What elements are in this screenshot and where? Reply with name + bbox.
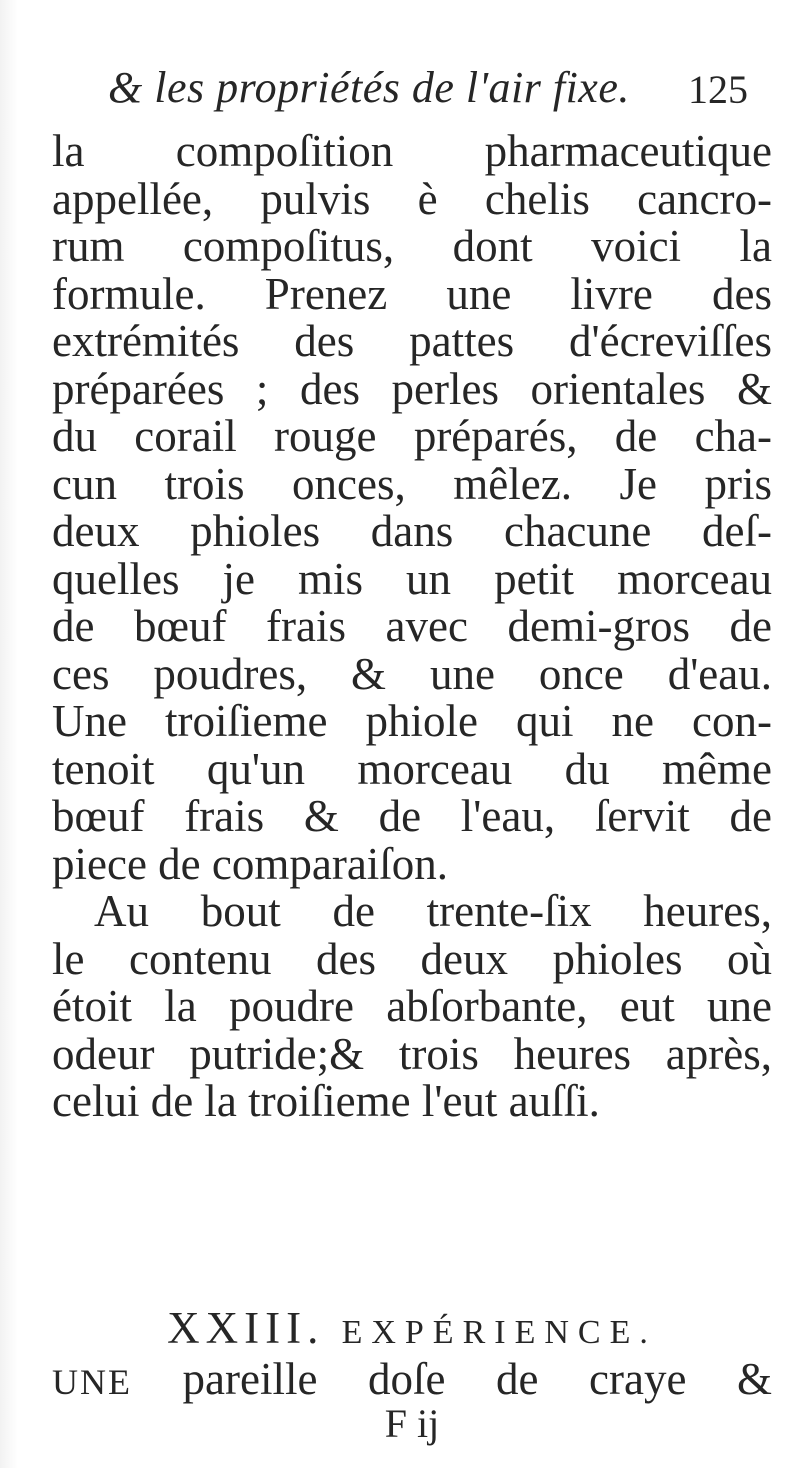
body-text [52, 128, 772, 1126]
running-head: & les propriétés de l'air fixe. [108, 63, 630, 112]
text-line: piece de comparaiſon. [52, 838, 449, 889]
section-number: XXIII. [167, 1303, 325, 1353]
section-first-line-rest: pareille doſe de craye & [182, 1354, 772, 1404]
text-line: odeur putride;& trois heures après, [52, 1028, 772, 1079]
text-line: la compoſition pharmaceutique [52, 126, 772, 176]
text-line: appellée, pulvis è chelis cancro- [52, 173, 772, 224]
section-title: EXPÉRIENCE. [341, 1314, 657, 1351]
text-line: bœuf frais & de l'eau, ſervit de [52, 791, 772, 841]
text-line: extrémités des pattes d'écreviſſes [52, 316, 772, 366]
text-line: deux phioles dans chacune deſ- [52, 506, 772, 556]
text-line: cun trois onces, mêlez. Je pris [52, 458, 772, 509]
text-line: rum compoſitus, dont voici la [52, 221, 772, 271]
gutter-shadow [0, 0, 18, 1468]
text-line: Une troiſieme phiole qui ne con- [52, 696, 772, 746]
signature-mark: F ij [384, 1401, 440, 1446]
text-line [52, 1356, 772, 1407]
text-line: de bœuf frais avec demi-gros de [52, 601, 772, 651]
section-body [52, 1356, 772, 1407]
text-line: tenoit qu'un morceau du même [52, 743, 772, 794]
text-line: quelles je mis un petit morceau [52, 553, 772, 604]
text-line: Au bout de trente-ſix heures, [94, 886, 772, 936]
text-line: le contenu des deux phioles où [52, 933, 772, 984]
text-line: formule. Prenez une livre des [52, 268, 772, 319]
text-line: préparées ; des perles orientales & [52, 363, 772, 414]
page-header [108, 62, 748, 122]
text-line: celui de la troiſieme l'eut auſſi. [52, 1076, 600, 1126]
section-heading [52, 1302, 772, 1354]
text-line: ces poudres, & une once d'eau. [52, 648, 772, 699]
text-line: étoit la poudre abſorbante, eut une [52, 981, 772, 1031]
text-line: du corail rouge préparés, de cha- [52, 411, 772, 461]
page-number: 125 [688, 67, 748, 112]
section-first-word: UNE [52, 1362, 132, 1402]
